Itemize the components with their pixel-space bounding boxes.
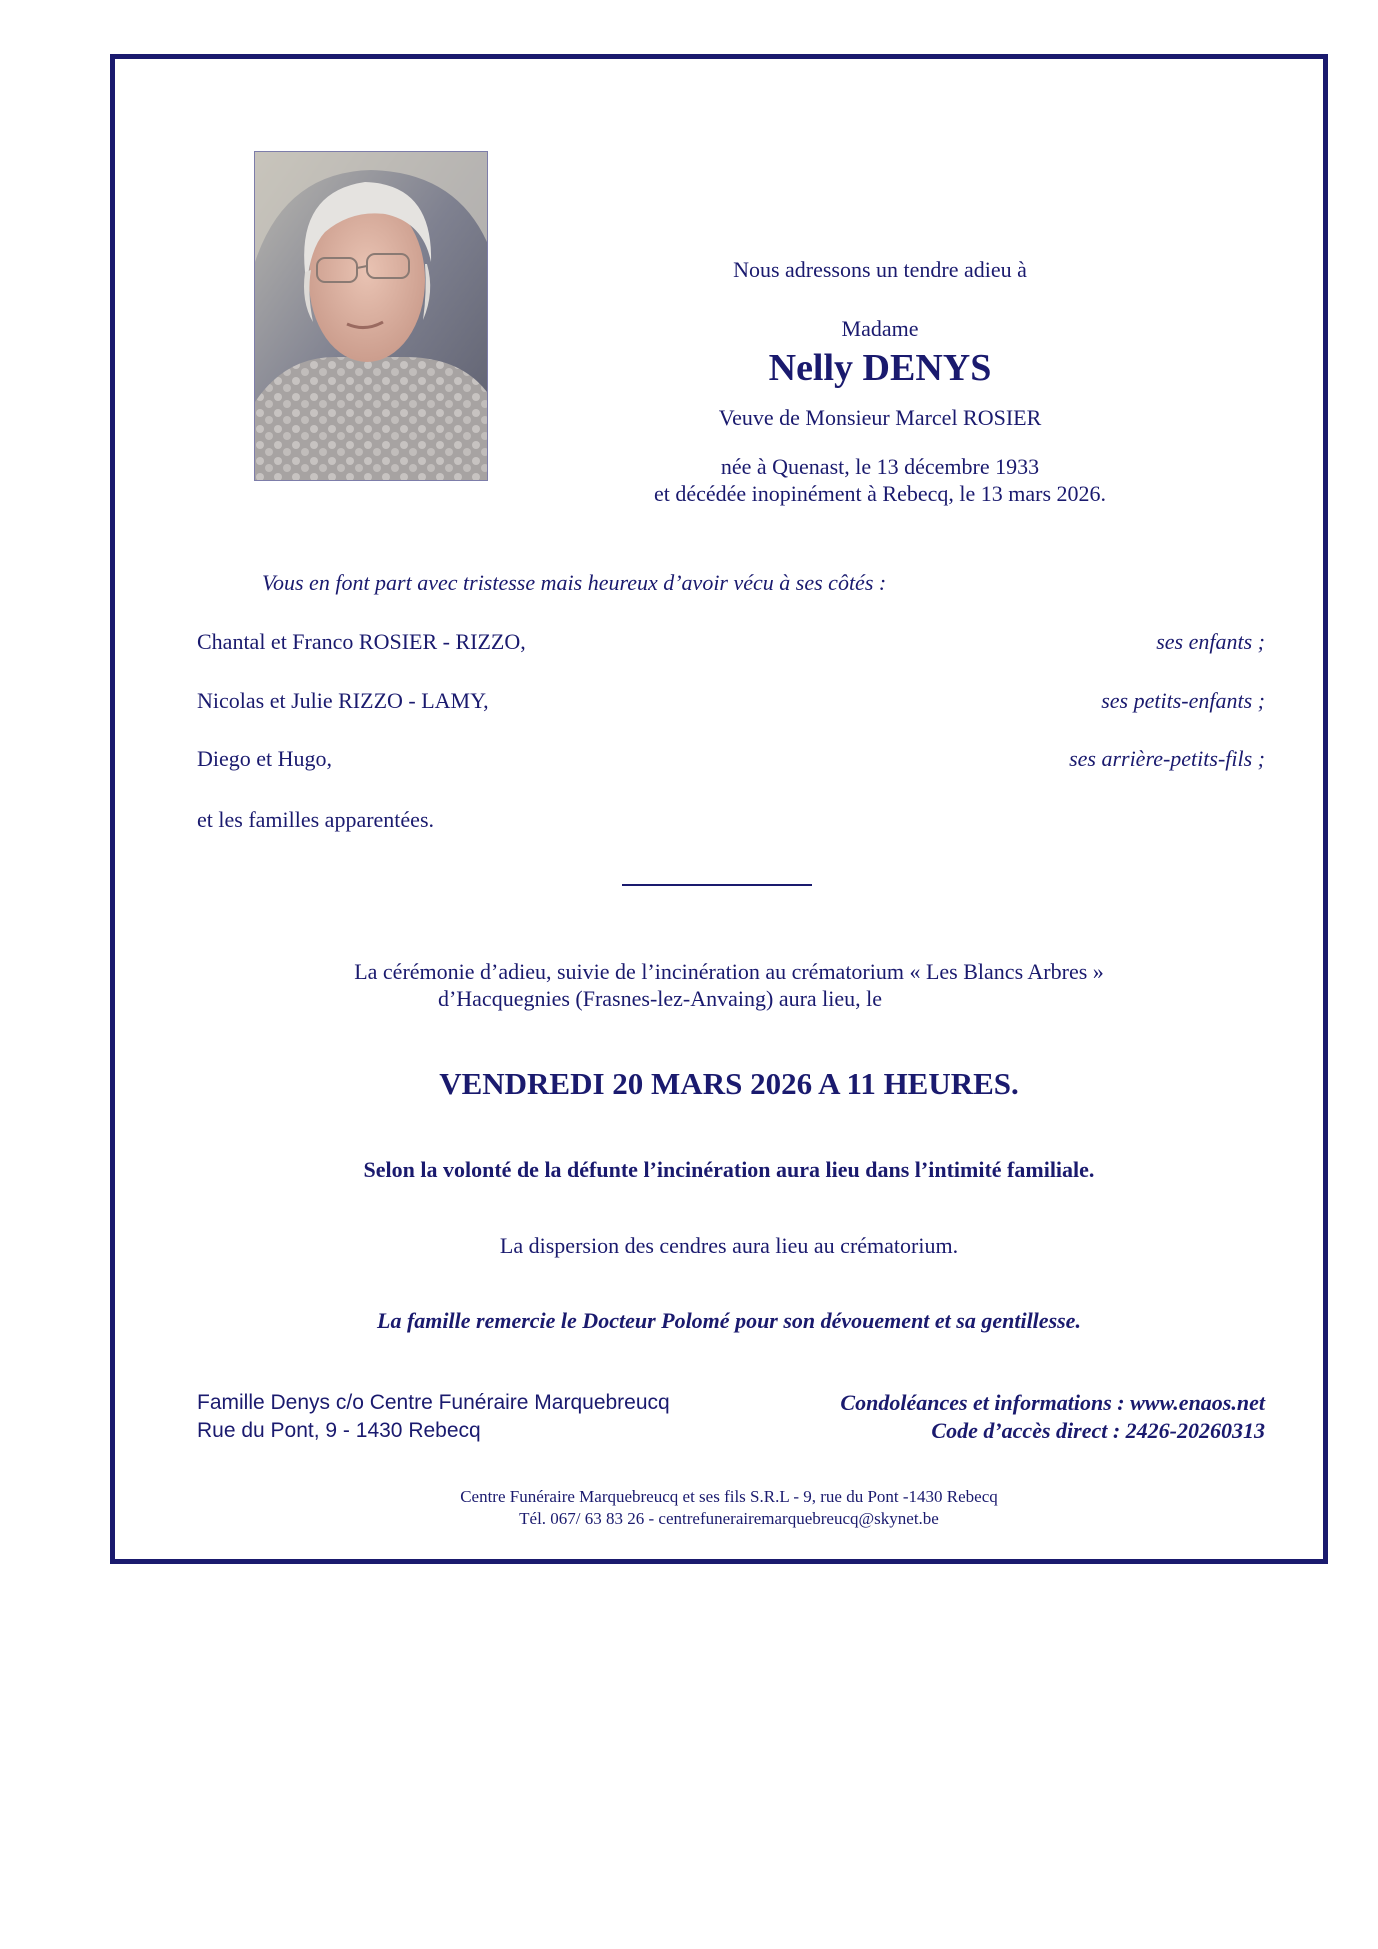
family-relation-great-grandchildren: ses arrière-petits-fils ;	[1069, 746, 1265, 771]
access-code: Code d’accès direct : 2426-20260313	[931, 1418, 1265, 1443]
ceremony-date: VENDREDI 20 MARS 2026 A 11 HEURES.	[439, 1066, 1019, 1101]
intro-line: Nous adressons un tendre adieu à	[733, 257, 1027, 282]
related-families: et les familles apparentées.	[197, 807, 435, 832]
family-names-children: Chantal et Franco ROSIER - RIZZO,	[197, 629, 526, 654]
contact-address-line-2: Rue du Pont, 9 - 1430 Rebecq	[197, 1419, 481, 1442]
widow-of-line: Veuve de Monsieur Marcel ROSIER	[718, 405, 1042, 430]
ceremony-line-2: d’Hacquegnies (Frasnes-lez-Anvaing) aura lieu, le	[437, 986, 883, 1011]
ceremony-line-1: La cérémonie d’adieu, suivie de l’incinération au crématorium « Les Blancs Arbres »	[354, 959, 1104, 984]
footer-line-1: Centre Funéraire Marquebreucq et ses fils S.R.L - 9, rue du Pont -1430 Rebecq	[460, 1487, 998, 1506]
incineration-wish: Selon la volonté de la défunte l’incinération aura lieu dans l’intimité familiale.	[363, 1157, 1095, 1182]
birth-line: née à Quenast, le 13 décembre 1933	[720, 454, 1040, 479]
ash-dispersion: La dispersion des cendres aura lieu au crématorium.	[499, 1233, 959, 1258]
family-relation-children: ses enfants ;	[1156, 629, 1265, 654]
family-names-grandchildren: Nicolas et Julie RIZZO - LAMY,	[197, 688, 489, 713]
deceased-name: Nelly DENYS	[768, 347, 992, 389]
family-relation-grandchildren: ses petits-enfants ;	[1101, 688, 1265, 713]
portrait-photo	[254, 151, 488, 481]
announcement-intro: Vous en font part avec tristesse mais heureux d’avoir vécu à ses côtés :	[262, 570, 887, 595]
footer-line-2: Tél. 067/ 63 83 26 - centrefunerairemarquebreucq@skynet.be	[519, 1509, 939, 1528]
honorific: Madame	[841, 316, 919, 341]
death-line: et décédée inopinément à Rebecq, le 13 mars 2026.	[653, 481, 1107, 506]
family-names-great-grandchildren: Diego et Hugo,	[197, 746, 333, 771]
contact-address-line-1: Famille Denys c/o Centre Funéraire Marquebreucq	[197, 1391, 670, 1414]
thanks-line: La famille remercie le Docteur Polomé pour son dévouement et sa gentillesse.	[377, 1308, 1081, 1333]
condolences-link[interactable]: Condoléances et informations : www.enaos.net	[840, 1390, 1265, 1415]
section-divider	[622, 884, 812, 886]
